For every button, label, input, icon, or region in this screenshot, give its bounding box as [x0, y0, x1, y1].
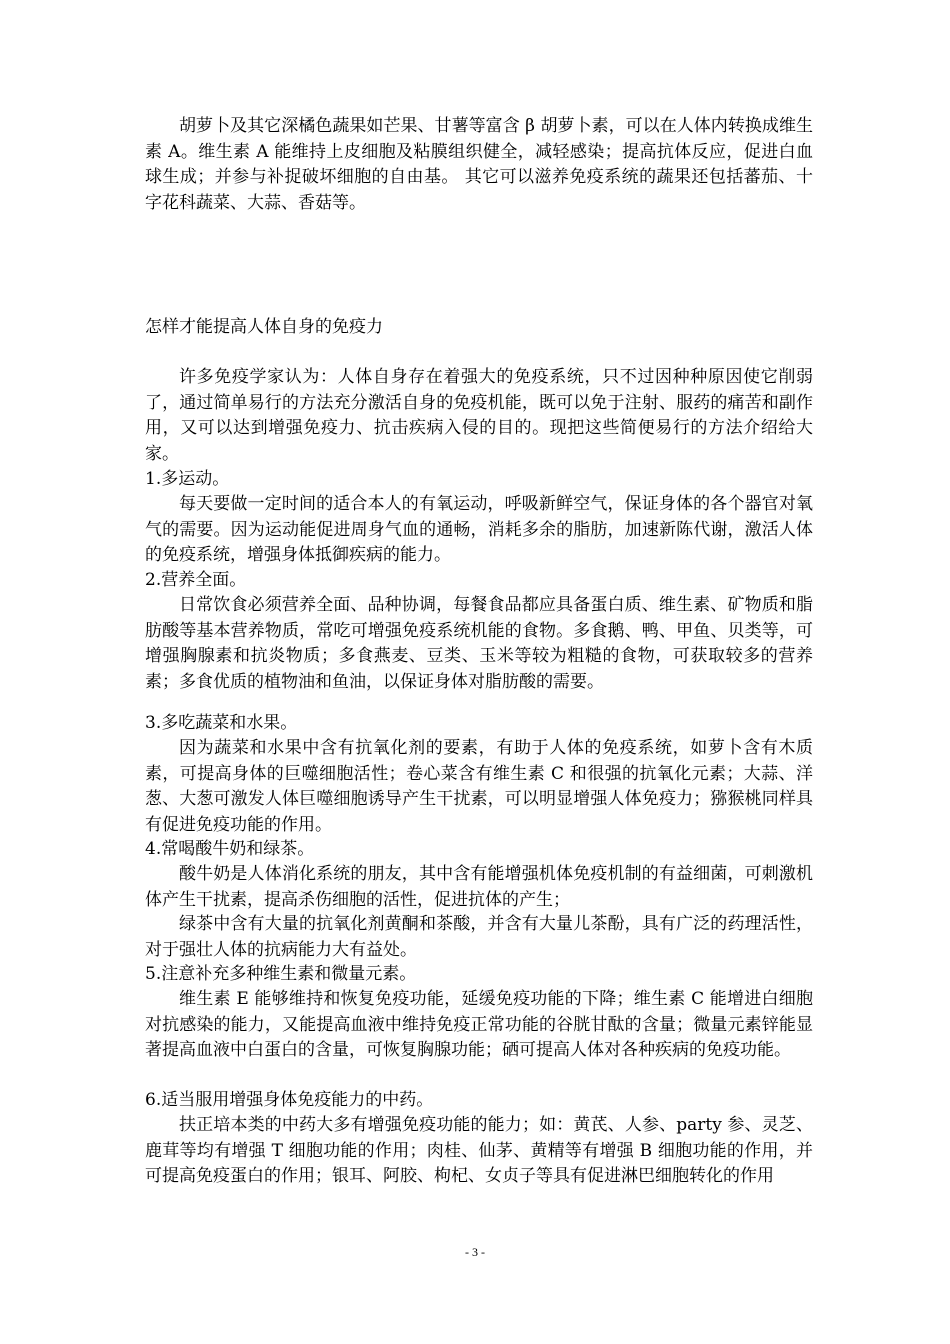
- item-paragraph-6: 扶正培本类的中药大多有增强免疫功能的能力；如：黄芪、人参、party 参、灵芝、鹿茸等均有增强 T 细胞功能的作用；肉桂、仙茅、黄精等有增强 B 细胞功能的作用，并可提高免疫蛋白的作用；银耳、阿胶、枸杞、女贞子等具有促进淋巴细胞转化的作用: [145, 1115, 813, 1187]
- item-paragraph-3: 因为蔬菜和水果中含有抗氧化剂的要素，有助于人体的免疫系统，如萝卜含有木质素，可提高身体的巨噬细胞活性；卷心菜含有维生素 C 和很强的抗氧化元素；大蒜、洋葱、大葱可激发人体巨噬细胞诱导产生干扰素，可以明显增强人体免疫力；猕猴桃同样具有促进免疫功能的作用。: [145, 738, 813, 835]
- item-paragraph-4b: 绿茶中含有大量的抗氧化剂黄酮和茶酸，并含有大量儿茶酚，具有广泛的药理活性，对于强壮人体的抗病能力大有益处。: [145, 914, 813, 960]
- item-paragraph-4a: 酸牛奶是人体消化系统的朋友，其中含有能增强机体免疫机制的有益细菌，可刺激机体产生干扰素，提高杀伤细胞的活性，促进抗体的产生；: [145, 864, 813, 910]
- item-heading-4: 4.常喝酸牛奶和绿茶。: [145, 839, 315, 859]
- item-paragraph-5: 维生素 E 能够维持和恢复免疫功能，延缓免疫功能的下降；维生素 C 能增进白细胞对抗感染的能力，又能提高血液中维持免疫正常功能的谷胱甘酞的含量；微量元素锌能显著提高血液中白蛋白的含量，可恢复胸腺功能；硒可提高人体对各种疾病的免疫功能。: [145, 989, 813, 1061]
- item-paragraph-1: 每天要做一定时间的适合本人的有氧运动，呼吸新鲜空气，保证身体的各个器官对氧气的需要。因为运动能促进周身气血的通畅，消耗多余的脂肪，加速新陈代谢，激活人体的免疫系统，增强身体抵御疾病的能力。: [145, 494, 813, 566]
- item-heading-3: 3.多吃蔬菜和水果。: [145, 713, 298, 733]
- item-heading-2: 2.营养全面。: [145, 570, 247, 590]
- section-intro-paragraph: 许多免疫学家认为：人体自身存在着强大的免疫系统，只不过因种种原因使它削弱了，通过简单易行的方法充分激活自身的免疫机能，既可以免于注射、服药的痛苦和副作用，又可以达到增强免疫力、抗击疾病入侵的目的。现把这些简便易行的方法介绍给大家。: [145, 367, 813, 464]
- item-heading-5: 5.注意补充多种维生素和微量元素。: [145, 964, 417, 984]
- page-number: - 3 -: [465, 1245, 485, 1259]
- item-paragraph-2: 日常饮食必须营养全面、品种协调，每餐食品都应具备蛋白质、维生素、矿物质和脂肪酸等基本营养物质，常吃可增强免疫系统机能的食物。多食鹅、鸭、甲鱼、贝类等，可增强胸腺素和抗炎物质；多食燕麦、豆类、玉米等较为粗糙的食物，可获取较多的营养素；多食优质的植物油和鱼油，以保证身体对脂肪酸的需要。: [145, 595, 813, 692]
- item-heading-1: 1.多运动。: [145, 469, 230, 489]
- item-heading-6: 6.适当服用增强身体免疫能力的中药。: [145, 1090, 434, 1110]
- intro-paragraph: 胡萝卜及其它深橘色蔬果如芒果、甘薯等富含 β 胡萝卜素，可以在人体内转换成维生素 A。维生素 A 能维持上皮细胞及粘膜组织健全，减轻感染；提高抗体反应，促进白血球生成；并参与补捉破坏细胞的自由基。 其它可以滋养免疫系统的蔬果还包括蕃茄、十字花科蔬菜、大蒜、香菇等。: [145, 116, 813, 213]
- section-title: 怎样才能提高人体自身的免疫力: [145, 317, 383, 337]
